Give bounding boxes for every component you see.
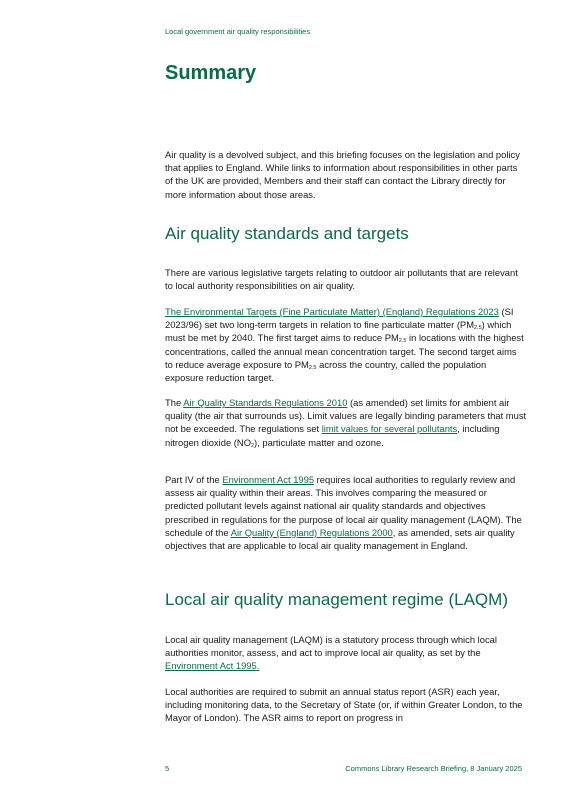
link-environment-act-1995[interactable]: Environment Act 1995 — [222, 474, 315, 485]
summary-intro: Air quality is a devolved subject, and this briefing focuses on the legislation and policy that applies to England. While links to information about responsibilities in other parts of the UK are provided, Members and their staff can contact the Library directly for more information about those areas. — [165, 149, 520, 200]
link-fine-particulate-regulations[interactable]: The Environmental Targets (Fine Particulate Matter) (England) Regulations 2023 — [165, 306, 499, 317]
footer-publication: Commons Library Research Briefing, 8 January 2025 — [345, 764, 522, 773]
running-header: Local government air quality responsibilities — [165, 27, 311, 36]
summary-title: Summary — [165, 62, 257, 84]
link-air-quality-england-regulations[interactable]: Air Quality (England) Regulations 2000 — [230, 526, 393, 538]
link-air-quality-standards-regulations[interactable]: Air Quality Standards Regulations 2010 — [183, 397, 348, 408]
standards-paragraph-3: The Air Quality Standards Regulations 2010 (as amended) set limits for ambient air quality (the air that surrounds us). Limit values are legally binding parameters that must not be exceeded. The regulations set limit values for several pollutants, including nitrogen dioxide $(NO_2)$, particulate matter and ozone. — [165, 397, 527, 449]
link-limit-values[interactable]: limit values for several pollutants — [321, 423, 458, 435]
standards-paragraph-2: The Environmental Targets (Fine Particulate Matter) (England) Regulations 2023 (SI 2023/96) set two long-term targets in relation to fine particulate matter $(PM_{2.5})$ which must be met by 2040. The first target aims to reduce $PM_{2.5}$ in locations with the highest concentrations, called the annual mean concentration target. The second target aims to reduce average exposure to $PM_{2.5}$ across the country, called the population exposure reduction target. — [165, 306, 524, 384]
link-environment-act-1995-laqm[interactable]: Environment Act 1995. — [165, 660, 260, 672]
section-heading-standards: Air quality standards and targets — [165, 224, 409, 243]
page-number: 5 — [165, 764, 170, 773]
section-heading-laqm: Local air quality management regime (LAQM) — [165, 590, 508, 609]
standards-paragraph-4: Part IV of the Environment Act 1995 requires local authorities to regularly review and assess air quality within their areas. This involves comparing the measured or predicted pollutant levels against national air quality standards and objectives prescribed in regulations for the purpose of local air quality management (LAQM). The schedule of the Air Quality (England) Regulations 2000, as amended, sets air quality objectives that are applicable to local air quality management in England. — [165, 474, 522, 552]
standards-paragraph-1: There are various legislative targets relating to outdoor air pollutants that are relevant to local authority responsibilities on air quality. — [165, 267, 518, 292]
laqm-paragraph-2: Local authorities are required to submit an annual status report (ASR) each year, including monitoring data, to the Secretary of State (or, if within Greater London, to the Mayor of London). The ASR aims to report on progress in — [165, 686, 523, 724]
laqm-paragraph-1: Local air quality management (LAQM) is a statutory process through which local authorities monitor, assess, and act to improve local air quality, as set by the Environment Act 1995. — [165, 634, 497, 672]
